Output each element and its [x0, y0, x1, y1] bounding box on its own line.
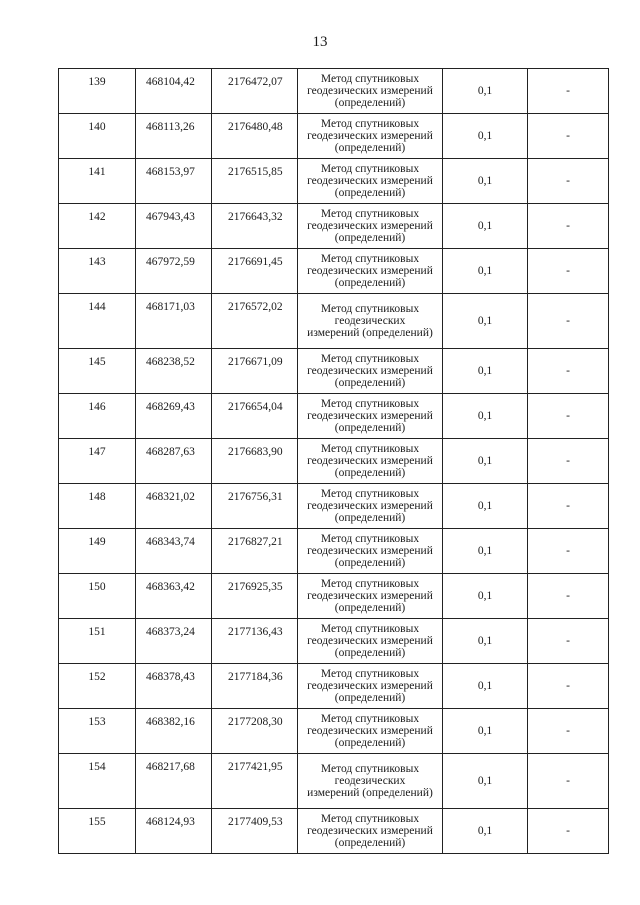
note-cell — [528, 529, 609, 574]
table-row — [59, 664, 609, 709]
table-row — [59, 294, 609, 349]
x-coordinate-text: 468382,16 — [146, 716, 195, 728]
note-text: - — [566, 725, 570, 737]
method-text: Метод спутниковых геодезических измерений (определений) — [307, 163, 433, 199]
method-cell — [298, 159, 443, 204]
point-number-text: 155 — [88, 816, 106, 828]
point-number-text: 141 — [88, 166, 106, 178]
table-row — [59, 529, 609, 574]
accuracy-cell — [443, 574, 528, 619]
page-number: 13 — [312, 34, 328, 50]
point-number-text: 142 — [88, 211, 106, 223]
method-text: Метод спутниковых геодезических измерений (определений) — [307, 208, 433, 244]
point-number-cell — [59, 204, 136, 249]
x-coordinate-cell — [136, 809, 212, 854]
accuracy-text: 0,1 — [477, 545, 493, 557]
accuracy-cell — [443, 809, 528, 854]
point-number-cell — [59, 574, 136, 619]
table-row — [59, 394, 609, 439]
x-coordinate-text: 468373,24 — [146, 626, 195, 638]
point-number-cell — [59, 484, 136, 529]
x-coordinate-cell — [136, 439, 212, 484]
point-number-text: 143 — [88, 256, 106, 268]
accuracy-cell — [443, 69, 528, 114]
accuracy-cell — [443, 754, 528, 809]
point-number-cell — [59, 709, 136, 754]
accuracy-text: 0,1 — [477, 265, 493, 277]
table-row — [59, 349, 609, 394]
point-number-cell — [59, 394, 136, 439]
point-number-cell — [59, 69, 136, 114]
y-coordinate-text: 2176691,45 — [228, 256, 283, 268]
accuracy-cell — [443, 294, 528, 349]
x-coordinate-cell — [136, 294, 212, 349]
accuracy-cell — [443, 114, 528, 159]
x-coordinate-text: 468269,43 — [146, 401, 195, 413]
accuracy-text: 0,1 — [477, 725, 493, 737]
point-number-cell — [59, 294, 136, 349]
method-cell — [298, 529, 443, 574]
x-coordinate-cell — [136, 484, 212, 529]
accuracy-cell — [443, 529, 528, 574]
point-number-text: 145 — [88, 356, 106, 368]
method-cell — [298, 709, 443, 754]
x-coordinate-text: 468113,26 — [146, 121, 195, 133]
point-number-cell — [59, 754, 136, 809]
point-number-cell — [59, 349, 136, 394]
x-coordinate-cell — [136, 709, 212, 754]
note-cell — [528, 809, 609, 854]
x-coordinate-text: 468124,93 — [146, 816, 195, 828]
method-cell — [298, 574, 443, 619]
method-text: Метод спутниковых геодезических измерений (определений) — [307, 623, 433, 659]
accuracy-text: 0,1 — [477, 130, 493, 142]
point-number-cell — [59, 809, 136, 854]
table-row — [59, 204, 609, 249]
x-coordinate-text: 468153,97 — [146, 166, 195, 178]
y-coordinate-cell — [212, 439, 298, 484]
note-cell — [528, 159, 609, 204]
note-text: - — [566, 365, 570, 377]
note-cell — [528, 114, 609, 159]
accuracy-cell — [443, 204, 528, 249]
method-text: Метод спутниковых геодезических измерений (определений) — [307, 118, 433, 154]
point-number-cell — [59, 159, 136, 204]
accuracy-cell — [443, 349, 528, 394]
accuracy-text: 0,1 — [477, 500, 493, 512]
method-text: Метод спутниковых геодезических измерений (определений) — [307, 713, 433, 749]
accuracy-text: 0,1 — [477, 220, 493, 232]
point-number-cell — [59, 529, 136, 574]
accuracy-cell — [443, 709, 528, 754]
point-number-text: 147 — [88, 446, 106, 458]
y-coordinate-text: 2176756,31 — [228, 491, 283, 503]
x-coordinate-text: 468238,52 — [146, 356, 195, 368]
note-cell — [528, 484, 609, 529]
point-number-cell — [59, 439, 136, 484]
point-number-text: 144 — [88, 301, 106, 313]
table-row — [59, 114, 609, 159]
y-coordinate-text: 2176925,35 — [228, 581, 283, 593]
y-coordinate-cell — [212, 709, 298, 754]
x-coordinate-cell — [136, 114, 212, 159]
x-coordinate-text: 468171,03 — [146, 301, 195, 313]
note-text: - — [566, 680, 570, 692]
y-coordinate-cell — [212, 484, 298, 529]
accuracy-cell — [443, 664, 528, 709]
x-coordinate-cell — [136, 619, 212, 664]
table-row — [59, 754, 609, 809]
y-coordinate-text: 2177421,95 — [228, 761, 283, 773]
y-coordinate-cell — [212, 249, 298, 294]
note-cell — [528, 664, 609, 709]
x-coordinate-cell — [136, 69, 212, 114]
y-coordinate-cell — [212, 394, 298, 439]
x-coordinate-cell — [136, 394, 212, 439]
accuracy-text: 0,1 — [477, 635, 493, 647]
y-coordinate-text: 2176480,48 — [228, 121, 283, 133]
point-number-text: 151 — [88, 626, 106, 638]
note-text: - — [566, 220, 570, 232]
x-coordinate-cell — [136, 159, 212, 204]
note-cell — [528, 349, 609, 394]
x-coordinate-cell — [136, 574, 212, 619]
y-coordinate-text: 2176683,90 — [228, 446, 283, 458]
coordinates-table — [58, 68, 609, 854]
y-coordinate-text: 2176671,09 — [228, 356, 283, 368]
x-coordinate-cell — [136, 529, 212, 574]
x-coordinate-cell — [136, 204, 212, 249]
table-row — [59, 484, 609, 529]
accuracy-text: 0,1 — [477, 410, 493, 422]
method-cell — [298, 439, 443, 484]
x-coordinate-text: 467972,59 — [146, 256, 195, 268]
y-coordinate-text: 2177184,36 — [228, 671, 283, 683]
method-text: Метод спутниковых геодезических измерений (определений) — [307, 533, 433, 569]
note-cell — [528, 69, 609, 114]
point-number-text: 140 — [88, 121, 106, 133]
note-text: - — [566, 410, 570, 422]
x-coordinate-text: 468104,42 — [146, 76, 195, 88]
note-text: - — [566, 455, 570, 467]
accuracy-cell — [443, 619, 528, 664]
point-number-cell — [59, 249, 136, 294]
method-cell — [298, 249, 443, 294]
accuracy-text: 0,1 — [477, 680, 493, 692]
point-number-cell — [59, 664, 136, 709]
note-text: - — [566, 825, 570, 837]
note-cell — [528, 249, 609, 294]
method-cell — [298, 484, 443, 529]
accuracy-text: 0,1 — [477, 590, 493, 602]
accuracy-text: 0,1 — [477, 825, 493, 837]
y-coordinate-cell — [212, 664, 298, 709]
note-cell — [528, 294, 609, 349]
note-text: - — [566, 590, 570, 602]
table-row — [59, 574, 609, 619]
method-text: Метод спутниковых геодезических измерений (определений) — [307, 253, 433, 289]
accuracy-text: 0,1 — [477, 775, 493, 787]
note-text: - — [566, 130, 570, 142]
y-coordinate-text: 2176643,32 — [228, 211, 283, 223]
note-cell — [528, 619, 609, 664]
note-text: - — [566, 545, 570, 557]
y-coordinate-text: 2176654,04 — [228, 401, 283, 413]
method-text: Метод спутниковых геодезических измерений (определений) — [307, 73, 433, 109]
y-coordinate-cell — [212, 294, 298, 349]
method-text: Метод спутниковых геодезических измерений (определений) — [307, 443, 433, 479]
x-coordinate-text: 468363,42 — [146, 581, 195, 593]
x-coordinate-text: 467943,43 — [146, 211, 195, 223]
point-number-text: 153 — [88, 716, 106, 728]
point-number-text: 152 — [88, 671, 106, 683]
table-row — [59, 809, 609, 854]
note-cell — [528, 394, 609, 439]
point-number-text: 150 — [88, 581, 106, 593]
method-text: Метод спутниковых геодезических измерений (определений) — [307, 303, 433, 339]
y-coordinate-text: 2176472,07 — [228, 76, 283, 88]
x-coordinate-text: 468321,02 — [146, 491, 195, 503]
point-number-text: 148 — [88, 491, 106, 503]
accuracy-cell — [443, 394, 528, 439]
note-cell — [528, 574, 609, 619]
method-cell — [298, 664, 443, 709]
y-coordinate-cell — [212, 204, 298, 249]
y-coordinate-cell — [212, 529, 298, 574]
y-coordinate-cell — [212, 349, 298, 394]
x-coordinate-cell — [136, 249, 212, 294]
method-cell — [298, 69, 443, 114]
point-number-text: 139 — [88, 76, 106, 88]
y-coordinate-cell — [212, 114, 298, 159]
y-coordinate-cell — [212, 159, 298, 204]
method-cell — [298, 204, 443, 249]
method-cell — [298, 619, 443, 664]
table-row — [59, 69, 609, 114]
x-coordinate-cell — [136, 664, 212, 709]
method-cell — [298, 349, 443, 394]
y-coordinate-cell — [212, 619, 298, 664]
method-cell — [298, 394, 443, 439]
accuracy-text: 0,1 — [477, 175, 493, 187]
method-text: Метод спутниковых геодезических измерений (определений) — [307, 398, 433, 434]
y-coordinate-text: 2177136,43 — [228, 626, 283, 638]
note-text: - — [566, 500, 570, 512]
method-text: Метод спутниковых геодезических измерений (определений) — [307, 488, 433, 524]
method-text: Метод спутниковых геодезических измерений (определений) — [307, 813, 433, 849]
note-text: - — [566, 315, 570, 327]
method-cell — [298, 294, 443, 349]
accuracy-text: 0,1 — [477, 365, 493, 377]
y-coordinate-text: 2177208,30 — [228, 716, 283, 728]
point-number-text: 146 — [88, 401, 106, 413]
method-cell — [298, 114, 443, 159]
x-coordinate-text: 468343,74 — [146, 536, 195, 548]
accuracy-cell — [443, 484, 528, 529]
accuracy-text: 0,1 — [477, 85, 493, 97]
method-text: Метод спутниковых геодезических измерений (определений) — [307, 353, 433, 389]
note-cell — [528, 204, 609, 249]
point-number-cell — [59, 114, 136, 159]
x-coordinate-text: 468217,68 — [146, 761, 195, 773]
method-text: Метод спутниковых геодезических измерений (определений) — [307, 578, 433, 614]
note-cell — [528, 754, 609, 809]
accuracy-text: 0,1 — [477, 315, 493, 327]
y-coordinate-cell — [212, 574, 298, 619]
y-coordinate-text: 2177409,53 — [228, 816, 283, 828]
method-cell — [298, 754, 443, 809]
y-coordinate-cell — [212, 754, 298, 809]
table-row — [59, 249, 609, 294]
table-row — [59, 709, 609, 754]
method-text: Метод спутниковых геодезических измерений (определений) — [307, 668, 433, 704]
y-coordinate-text: 2176572,02 — [228, 301, 283, 313]
point-number-text: 149 — [88, 536, 106, 548]
x-coordinate-text: 468287,63 — [146, 446, 195, 458]
note-text: - — [566, 635, 570, 647]
method-cell — [298, 809, 443, 854]
x-coordinate-cell — [136, 349, 212, 394]
x-coordinate-text: 468378,43 — [146, 671, 195, 683]
table-row — [59, 159, 609, 204]
note-text: - — [566, 775, 570, 787]
note-text: - — [566, 175, 570, 187]
note-text: - — [566, 265, 570, 277]
y-coordinate-cell — [212, 69, 298, 114]
note-text: - — [566, 85, 570, 97]
method-text: Метод спутниковых геодезических измерений (определений) — [307, 763, 433, 799]
y-coordinate-text: 2176827,21 — [228, 536, 283, 548]
note-cell — [528, 709, 609, 754]
point-number-cell — [59, 619, 136, 664]
y-coordinate-text: 2176515,85 — [228, 166, 283, 178]
accuracy-cell — [443, 439, 528, 484]
accuracy-cell — [443, 159, 528, 204]
accuracy-cell — [443, 249, 528, 294]
table-row — [59, 439, 609, 484]
y-coordinate-cell — [212, 809, 298, 854]
table-body — [59, 69, 609, 854]
table-row — [59, 619, 609, 664]
x-coordinate-cell — [136, 754, 212, 809]
accuracy-text: 0,1 — [477, 455, 493, 467]
point-number-text: 154 — [88, 761, 106, 773]
note-cell — [528, 439, 609, 484]
